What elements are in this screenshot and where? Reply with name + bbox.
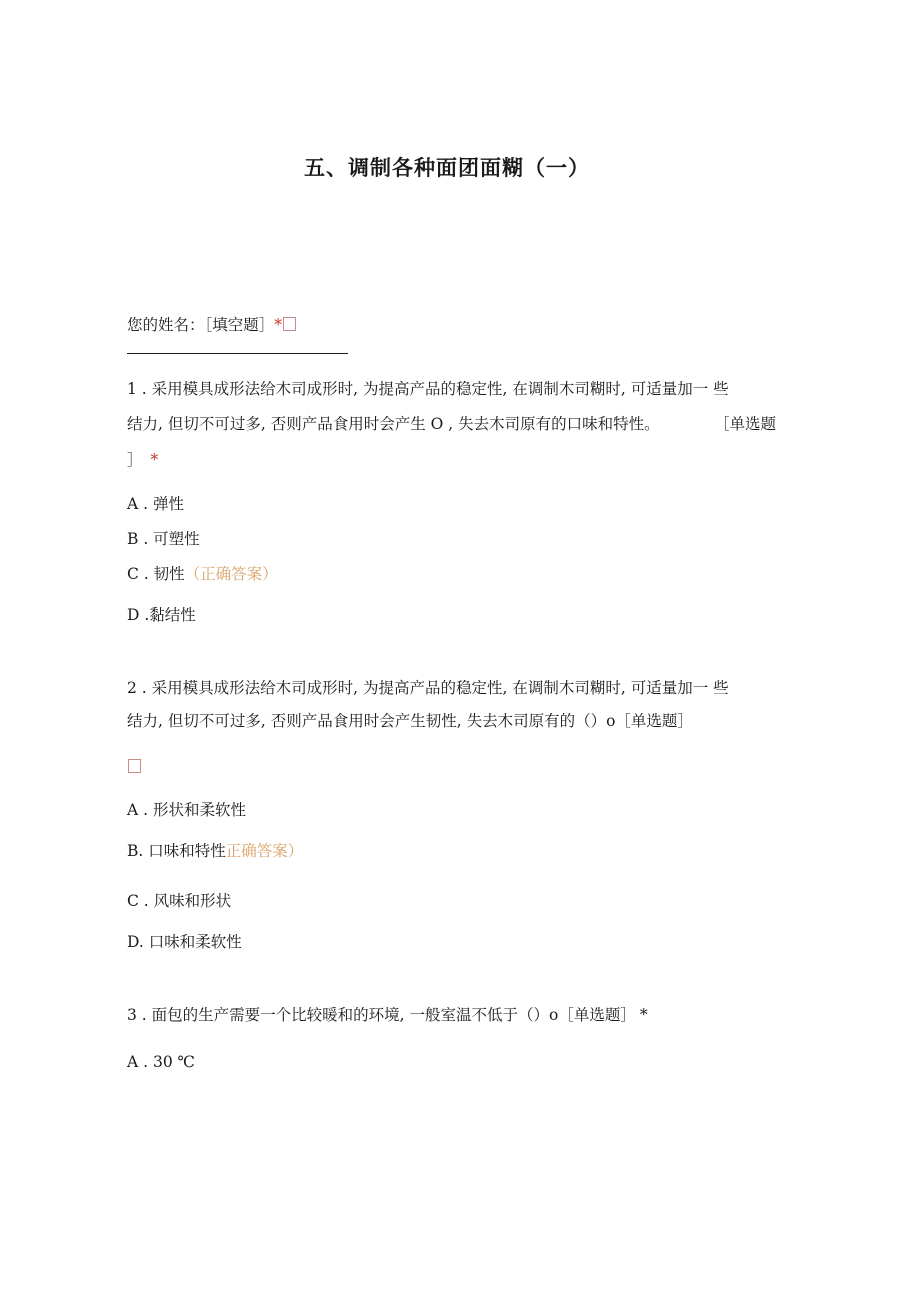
q1-text-line1: 1 . 采用模具成形法给木司成形时, 为提高产品的稳定性, 在调制木司糊时, 可适量加一 些 <box>127 380 729 398</box>
checkbox-icon[interactable] <box>128 759 141 773</box>
required-mark: * <box>639 1006 648 1024</box>
checkbox-icon[interactable] <box>283 317 296 331</box>
q1-text-line3: ］ * <box>127 451 159 469</box>
q1-option-b[interactable]: B . 可塑性 <box>127 530 200 548</box>
q3-text: 3 . 面包的生产需要一个比较暖和的环境, 一般室温不低于（）o［单选题］ * <box>127 1006 648 1024</box>
page-title: 五、调制各种面团面糊（一） <box>304 155 590 180</box>
q1-text-line2: 结力, 但切不可过多, 否则产品食用时会产生 O , 失去木司原有的口味和特性。 <box>127 415 660 433</box>
q2-text-line1: 2 . 采用模具成形法给木司成形时, 为提高产品的稳定性, 在调制木司糊时, 可适量加一 些 <box>127 679 729 697</box>
correct-answer-tag: 正确答案） <box>225 842 304 860</box>
required-mark: * <box>150 451 159 469</box>
name-input-line[interactable] <box>127 353 348 354</box>
name-label: 您的姓名：［填空题］ <box>127 316 275 334</box>
q1-option-c[interactable]: C . 韧性（正确答案） <box>127 565 278 583</box>
q3-option-a[interactable]: A . 30 ℃ <box>127 1053 195 1071</box>
q2-option-d[interactable]: D. 口味和柔软性 <box>127 933 242 951</box>
q2-option-b[interactable]: B. 口味和特性正确答案） <box>127 842 304 860</box>
q1-option-a[interactable]: A . 弹性 <box>127 495 184 513</box>
q1-option-d[interactable]: D .黏结性 <box>127 606 196 624</box>
q2-option-c[interactable]: C . 风味和形状 <box>127 892 232 910</box>
q2-text-line2: 结力, 但切不可过多, 否则产品食用时会产生韧性, 失去木司原有的（）o［单选题］ <box>127 712 693 730</box>
required-mark: * <box>274 316 283 334</box>
q2-option-a[interactable]: A . 形状和柔软性 <box>127 801 246 819</box>
q2-checkbox[interactable] <box>127 756 141 778</box>
correct-answer-tag: （正确答案） <box>184 565 278 583</box>
name-question <box>127 314 296 336</box>
q1-type-tag: ［单选题 <box>714 415 777 433</box>
